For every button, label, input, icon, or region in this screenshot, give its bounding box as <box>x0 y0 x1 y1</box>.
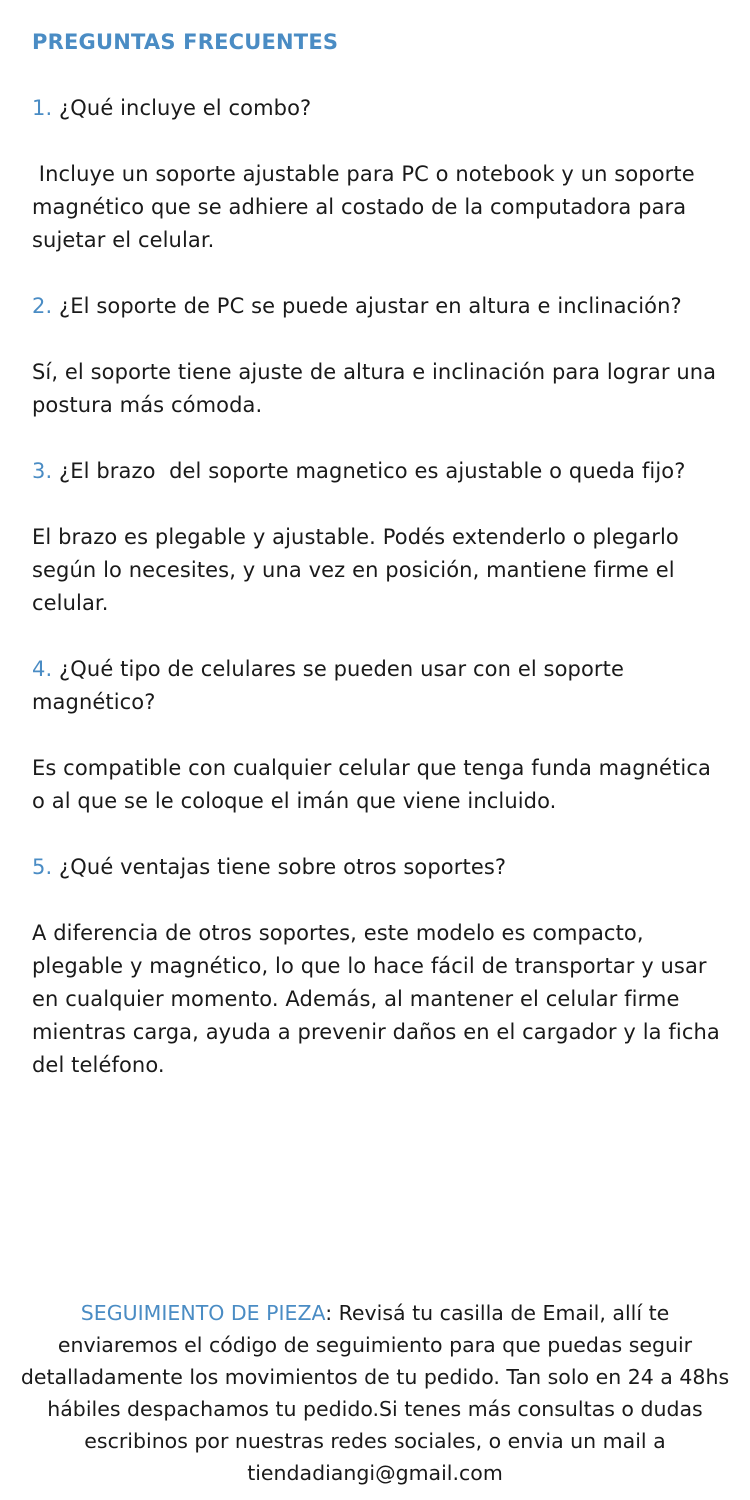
faq-answer: A diferencia de otros soportes, este modelo es compacto, plegable y magnético, lo que lo hace fácil de transportar y usar en cualquier momento. Además, al mantener el celular firme mientras carga, ayuda a prevenir daños en el cargador y la ficha del teléfono. <box>32 921 720 1077</box>
faq-item-3 <box>32 455 722 620</box>
tracking-label: SEGUIMIENTO DE PIEZA <box>80 1301 326 1325</box>
faq-number: 4. <box>32 657 53 681</box>
faq-number: 5. <box>32 855 53 879</box>
faq-question <box>32 290 722 323</box>
faq-question <box>32 455 722 488</box>
faq-title: PREGUNTAS FRECUENTES <box>32 30 339 54</box>
shipping-tracking-note <box>20 1297 730 1489</box>
faq-question-text: ¿El brazo del soporte magnetico es ajustable o queda fijo? <box>59 459 686 483</box>
faq-question-text: ¿Qué tipo de celulares se pueden usar con el soporte magnético? <box>32 657 625 714</box>
faq-answer: El brazo es plegable y ajustable. Podés extenderlo o plegarlo según lo necesites, y una vez en posición, mantiene firme el celular. <box>32 525 679 615</box>
faq-question <box>32 851 722 884</box>
faq-item-4 <box>32 653 722 818</box>
faq-item-2 <box>32 290 722 422</box>
faq-question-text: ¿Qué incluye el combo? <box>59 96 312 120</box>
faq-answer: Incluye un soporte ajustable para PC o notebook y un soporte magnético que se adhiere al costado de la computadora para sujetar el celular. <box>32 162 702 252</box>
tracking-text: : Revisá tu casilla de Email, allí te enviaremos el código de seguimiento para que puedas seguir detalladamente los movimientos de tu pedido. Tan solo en 24 a 48hs hábiles despachamos tu pedido.Si tenes más consultas o dudas escribinos por nuestras redes sociales, o envia un mail a tiendadiangi@gmail.com <box>20 1301 730 1485</box>
faq-number: 2. <box>32 294 53 318</box>
faq-question-text: ¿Qué ventajas tiene sobre otros soportes? <box>59 855 507 879</box>
faq-number: 3. <box>32 459 53 483</box>
faq-question-text: ¿El soporte de PC se puede ajustar en altura e inclinación? <box>59 294 682 318</box>
faq-answer: Sí, el soporte tiene ajuste de altura e inclinación para lograr una postura más cómoda. <box>32 360 717 417</box>
faq-item-1 <box>32 92 722 257</box>
faq-question <box>32 92 722 125</box>
faq-answer: Es compatible con cualquier celular que tenga funda magnética o al que se le coloque el imán que viene incluido. <box>32 756 711 813</box>
faq-question <box>32 653 722 719</box>
faq-item-5 <box>32 851 722 1082</box>
faq-list <box>32 92 722 1115</box>
faq-number: 1. <box>32 96 53 120</box>
